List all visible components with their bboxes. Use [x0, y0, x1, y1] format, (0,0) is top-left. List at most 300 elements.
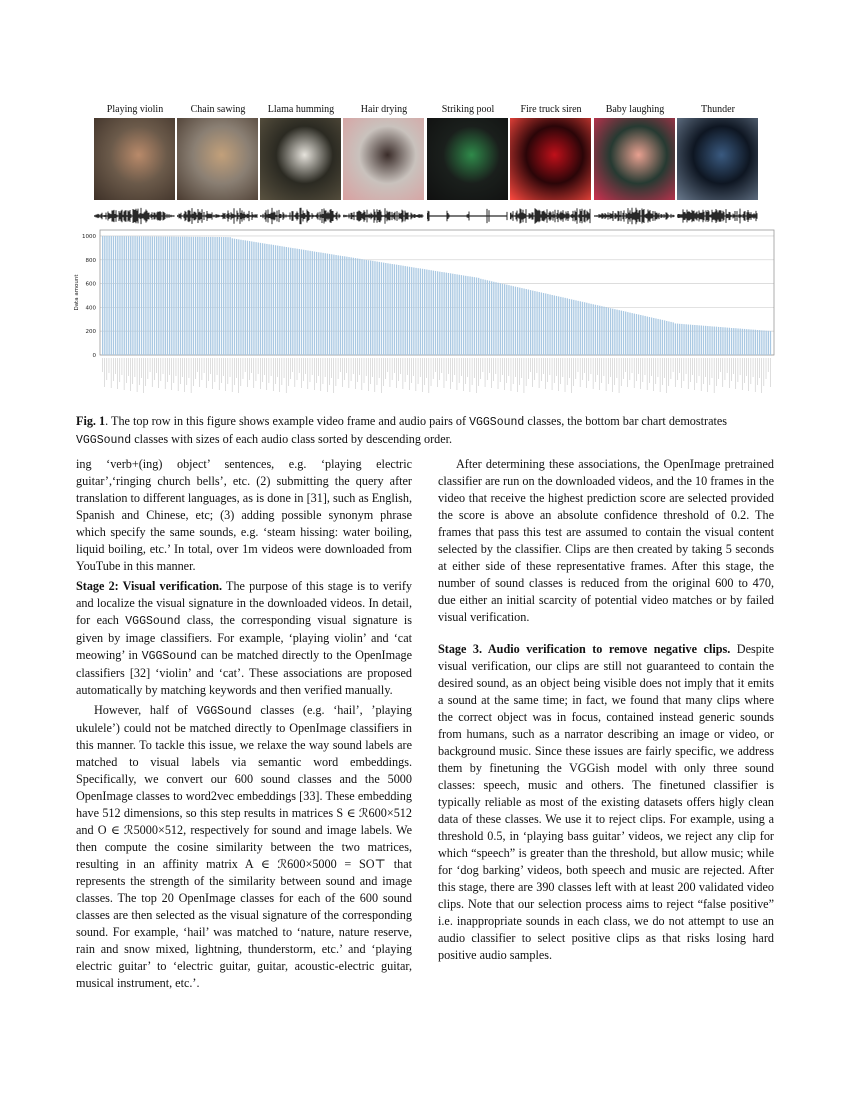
bar	[158, 236, 159, 355]
bar	[569, 299, 570, 355]
left-paragraph-1: ing ‘verb+(ing) object’ sentences, e.g. ‘playing electric guitar’,‘ringing church bells’, etc. (2) submitting the query after translation to different languages, as is done in [31], such as English, Spanish and Chinese, etc; (3) adding possible synonym phrase which specify the same sounds, e.g. ‘steam hissing: water boiling, liquid boiling, etc.’ In total, over 1m videos were downloaded from YouTube in this manner.	[76, 457, 412, 573]
video-frame-thumbnail	[177, 118, 258, 200]
bar	[284, 247, 285, 355]
bar	[472, 277, 473, 355]
bar	[286, 247, 287, 355]
audio-waveform	[594, 207, 675, 225]
bar	[603, 307, 604, 355]
bar	[610, 308, 611, 355]
bar	[273, 245, 274, 355]
bar	[552, 295, 553, 355]
left-paragraph-3	[76, 702, 412, 992]
bar	[335, 255, 336, 355]
bar	[236, 239, 237, 355]
bar	[675, 323, 676, 355]
bar	[312, 251, 313, 355]
audio-waveform	[427, 207, 508, 225]
bar	[348, 257, 349, 355]
bar	[768, 331, 769, 355]
bar	[634, 314, 635, 355]
bar	[223, 237, 224, 355]
bar	[763, 330, 764, 355]
bar	[690, 325, 691, 355]
bar	[294, 248, 295, 355]
video-frame-thumbnail	[94, 118, 175, 200]
bar	[143, 236, 144, 355]
bar	[737, 328, 738, 355]
bar	[240, 240, 241, 355]
stage-3-text: Despite visual verification, our clips are still not guaranteed to contain the desired sound, as an object being visible does not imply that it emits a sound at the same time; in fact, we found that many clips where the correct object was in focus, contained instead generic sounds from humans, such as a narrator describing an image or video, or background music. Since these issues are fairly specific, we address them by finetuning the VGGish model with only three sound classes: speech, music and others. The finetuned classifier is typically reliable as most of the existing datasets offers higly clean data of these classes. We use it to reject clips. For example, using a threshold 0.5, in ‘playing bass guitar’ videos, we reject any clip for which “speech” is greater than the threshold, but allow music; while for ‘dog barking’ videos, both speech and music are rejected. After this stage, there are 390 classes left with at least 200 validated video clips. Note that our selection process aims to reject “false positive” i.e. inappropriate sounds in each class, we do not attempt to use an audio classifier to select positive clips as that risks losing hard positive audio samples.	[438, 642, 774, 962]
y-axis-label: Data amount	[74, 274, 80, 311]
bar	[733, 328, 734, 355]
bar	[720, 327, 721, 355]
bar	[586, 303, 587, 355]
bar	[234, 239, 235, 355]
bar	[426, 270, 427, 355]
bar	[255, 242, 256, 355]
bar	[106, 236, 107, 355]
figure-label: Baby laughing	[605, 104, 665, 115]
bar	[750, 330, 751, 355]
bar	[502, 284, 503, 355]
stage-2-text-c: can be matched directly to the OpenImage classifiers [32] ‘violin’ and ‘cat’. These associations are proposed automatically by matching keywords and then verified manually.	[76, 648, 413, 697]
bar	[705, 326, 706, 355]
bar	[560, 297, 561, 355]
bar	[677, 324, 678, 355]
bar	[251, 241, 252, 355]
bar	[249, 241, 250, 355]
bar	[636, 314, 637, 355]
bar	[402, 266, 403, 355]
bar	[532, 291, 533, 355]
bar	[387, 263, 388, 355]
bar	[221, 237, 222, 355]
stage-2-paragraph	[76, 578, 412, 699]
bar	[111, 236, 112, 355]
bar	[331, 254, 332, 355]
bar	[204, 237, 205, 355]
audio-waveform	[510, 207, 591, 225]
bar	[489, 281, 490, 355]
bar	[567, 298, 568, 355]
bar	[748, 329, 749, 355]
bar	[740, 329, 741, 355]
bar	[232, 238, 233, 355]
bar	[761, 330, 762, 355]
bar	[322, 253, 323, 355]
bar	[601, 306, 602, 355]
bar	[193, 237, 194, 355]
bar	[595, 305, 596, 355]
video-frame-thumbnail	[343, 118, 424, 200]
bar	[660, 319, 661, 355]
audio-waveform	[177, 207, 258, 225]
bar	[186, 237, 187, 355]
bar	[182, 237, 183, 355]
bar	[208, 237, 209, 355]
bar	[227, 237, 228, 355]
right-paragraph-1: After determining these associations, the OpenImage pretrained classifier are run on the downloaded videos, and the 10 frames in the video that receive the highest prediction score are selected provided the score is above an absolute confidence threshold of 0.2. The frames that pass this test are assumed to contain the visual content selected by the classifier. Clips are then created by taking 5 seconds at either side of these representative frames. After this stage, the number of sound classes is reduced from the original 600 to 470, due either an initial scarcity of potential video matches or by failed visual verification.	[438, 457, 774, 624]
bar	[744, 329, 745, 355]
bar	[703, 326, 704, 355]
bar	[351, 257, 352, 355]
bar	[361, 259, 362, 355]
bar	[108, 236, 109, 355]
video-frame-thumbnail	[427, 118, 508, 200]
figure-label: Fire truck siren	[520, 104, 582, 115]
bar	[621, 311, 622, 355]
figure-label: Llama humming	[267, 104, 335, 115]
bar	[590, 304, 591, 355]
bar	[355, 258, 356, 355]
bar	[519, 288, 520, 355]
stage-2-text-b: class, the corresponding visual signature is given by image classifiers. For example, ‘playing violin’ and ‘cat meowing’ in	[76, 613, 412, 662]
bar	[411, 267, 412, 355]
figure-label: Chain sawing	[190, 104, 246, 115]
bar	[558, 296, 559, 355]
bar	[498, 283, 499, 355]
caption-text-1: . The top row in this figure shows example video frame and audio pairs of	[105, 414, 470, 428]
bar	[132, 236, 133, 355]
bar	[435, 271, 436, 355]
bar	[629, 313, 630, 355]
bar	[478, 278, 479, 355]
caption-text-3: classes with sizes of each audio class sorted by descending order.	[131, 432, 453, 446]
bar	[126, 236, 127, 355]
bar	[599, 306, 600, 355]
audio-waveform	[677, 207, 758, 225]
bar	[340, 256, 341, 355]
bar	[575, 300, 576, 355]
bar	[262, 243, 263, 355]
bar	[625, 312, 626, 355]
bar	[476, 278, 477, 356]
bar	[169, 237, 170, 355]
stage-3-paragraph	[438, 641, 774, 964]
bar	[342, 256, 343, 355]
bar	[735, 328, 736, 355]
bar	[368, 260, 369, 355]
bar	[582, 302, 583, 355]
bar	[647, 317, 648, 355]
right-column	[438, 456, 774, 964]
y-tick-label: 0	[92, 353, 96, 359]
bar	[657, 319, 658, 355]
bar	[724, 327, 725, 355]
bar	[456, 274, 457, 355]
bar	[493, 282, 494, 355]
bar	[521, 288, 522, 355]
bar	[573, 300, 574, 355]
bar	[655, 318, 656, 355]
bar	[372, 261, 373, 355]
bar	[288, 247, 289, 355]
bar	[766, 331, 767, 355]
bar	[539, 292, 540, 355]
bar	[137, 236, 138, 355]
bar	[165, 237, 166, 355]
bar	[718, 327, 719, 355]
bar	[320, 253, 321, 356]
audio-waveform	[94, 207, 175, 225]
bar	[431, 270, 432, 355]
bar	[359, 259, 360, 355]
bar	[117, 236, 118, 355]
caption-dataset-1: VGGSound	[469, 416, 525, 429]
bar	[353, 258, 354, 355]
paragraph-3-text-a: However, half of	[94, 703, 197, 717]
bar	[534, 291, 535, 355]
bar	[327, 254, 328, 355]
bar	[608, 308, 609, 355]
bar	[180, 237, 181, 355]
bar	[130, 236, 131, 355]
bar	[385, 263, 386, 355]
bar	[722, 327, 723, 355]
bar	[461, 275, 462, 355]
bar	[528, 290, 529, 355]
bar	[530, 290, 531, 355]
bar	[731, 328, 732, 355]
video-frame-thumbnail	[510, 118, 591, 200]
bar	[711, 326, 712, 355]
bar	[545, 293, 546, 355]
bar	[513, 286, 514, 355]
bar	[491, 281, 492, 355]
bar	[716, 327, 717, 355]
bar	[167, 237, 168, 355]
bar	[199, 237, 200, 355]
bar	[701, 325, 702, 355]
figure-label: Playing violin	[106, 104, 164, 115]
bar	[577, 301, 578, 355]
bar	[370, 260, 371, 355]
bar	[616, 310, 617, 355]
bar	[465, 276, 466, 355]
bar	[225, 237, 226, 355]
bar	[679, 324, 680, 355]
bar	[400, 265, 401, 355]
bar	[271, 245, 272, 355]
bar	[381, 262, 382, 355]
bar	[450, 273, 451, 355]
bar	[357, 258, 358, 355]
bar	[547, 294, 548, 355]
video-frame-thumbnail	[260, 118, 341, 200]
bar	[746, 329, 747, 355]
bar	[487, 280, 488, 355]
bar	[549, 295, 550, 355]
bar	[688, 325, 689, 355]
bar	[338, 255, 339, 355]
bar	[160, 236, 161, 355]
bar	[197, 237, 198, 355]
bar	[364, 260, 365, 355]
bar	[124, 236, 125, 355]
bar	[454, 274, 455, 355]
video-frame-thumbnail	[594, 118, 675, 200]
bar	[415, 268, 416, 355]
bar	[437, 271, 438, 355]
bar	[318, 252, 319, 355]
bar	[686, 324, 687, 355]
stage-2-text-a: The purpose of this stage is to verify and localize the visual signature in the downloaded videos. In detail, for each	[76, 579, 412, 627]
stage-2-dataset-2: VGGSound	[141, 650, 197, 663]
bar	[325, 253, 326, 355]
bar	[508, 285, 509, 355]
y-tick-label: 1000	[82, 233, 96, 240]
bar	[253, 242, 254, 355]
bar	[727, 328, 728, 355]
caption-fig-label: Fig. 1	[76, 414, 106, 428]
bar	[452, 274, 453, 355]
bar	[480, 279, 481, 355]
bar	[175, 237, 176, 355]
bar	[668, 321, 669, 355]
bar	[104, 236, 105, 355]
bar	[696, 325, 697, 355]
bar	[593, 304, 594, 355]
bar	[409, 267, 410, 355]
bar	[206, 237, 207, 355]
bar	[134, 236, 135, 355]
bar	[515, 287, 516, 355]
paragraph-3-text-b: classes (e.g. ‘hail’, ’playing ukulele’) could not be matched directly to OpenImage classifiers in this manner. To tackle this issue, we relaxe the way sound labels are matched to visual labels via semantic word embeddings. Specifically, we convert our 600 sound classes and the 5000 OpenImage classes to word2vec embeddings [33]. These embedding have 512 dimensions, so this step results in matrices S ∈ ℛ600×512 and O ∈ ℛ5000×512, respectively for sound and image labels. We then compute the cosine similarity between the two matrices, resulting in an affinity matrix A ∈ ℛ600×5000 = SO⊤ that represents the strength of the similarity between sound and image classes. The top 20 OpenImage classes for each of the 600 sound classes are then selected as the visual signature of the corresponding sound. For example, ‘hail’ was matched to ‘nature, nature reserve, rain and snow mixed, lightning, thunderstorm, etc.’ and ‘playing electric guitar’ to ‘electric guitar, guitar, acoustic-electric guitar, musical instrument, etc.’.	[76, 703, 413, 990]
y-tick-label: 200	[85, 329, 96, 336]
y-tick-label: 800	[85, 257, 96, 264]
bar	[692, 325, 693, 355]
bar	[141, 236, 142, 355]
bar	[210, 237, 211, 355]
bar	[398, 265, 399, 355]
bar	[584, 302, 585, 355]
bar	[346, 257, 347, 355]
bar	[145, 236, 146, 355]
bar	[217, 237, 218, 355]
bar	[309, 251, 310, 355]
bar	[154, 236, 155, 355]
bar	[113, 236, 114, 355]
bar	[565, 298, 566, 355]
y-tick-label: 600	[85, 281, 96, 288]
bar	[275, 245, 276, 355]
bar	[627, 312, 628, 355]
bar	[580, 301, 581, 355]
bar	[463, 275, 464, 355]
bar	[485, 280, 486, 355]
bar	[619, 310, 620, 355]
bar	[714, 327, 715, 355]
bar	[632, 313, 633, 355]
bar	[115, 236, 116, 355]
bar	[653, 318, 654, 355]
bar	[681, 324, 682, 355]
bar	[316, 252, 317, 355]
bar	[119, 236, 120, 355]
bar	[640, 315, 641, 355]
bar	[694, 325, 695, 355]
bar	[420, 268, 421, 355]
caption-dataset-2: VGGSound	[76, 434, 132, 447]
bar	[389, 264, 390, 355]
bar	[407, 266, 408, 355]
stage-2-dataset: VGGSound	[125, 615, 181, 628]
bar	[219, 237, 220, 355]
bar	[290, 248, 291, 355]
bar	[147, 236, 148, 355]
bar	[543, 293, 544, 355]
bar	[121, 236, 122, 355]
bar	[383, 263, 384, 355]
bar	[314, 252, 315, 355]
bar	[405, 266, 406, 355]
bar	[297, 249, 298, 355]
bar	[258, 243, 259, 356]
bar	[729, 328, 730, 355]
bar	[201, 237, 202, 355]
bar	[556, 296, 557, 355]
bar	[753, 330, 754, 355]
bar	[495, 282, 496, 355]
bar	[413, 268, 414, 356]
bar	[506, 285, 507, 355]
bar	[443, 272, 444, 355]
bar	[459, 275, 460, 355]
stage-2-heading: Stage 2: Visual verification.	[76, 579, 223, 593]
figure-label: Striking pool	[441, 104, 495, 115]
bar	[238, 239, 239, 355]
bar	[268, 244, 269, 355]
bar	[433, 271, 434, 355]
bar	[242, 240, 243, 355]
bar	[709, 326, 710, 355]
bar	[664, 320, 665, 355]
bar	[424, 269, 425, 355]
left-column	[76, 456, 412, 992]
bar	[173, 237, 174, 355]
bar	[299, 249, 300, 355]
bar	[638, 315, 639, 355]
caption-text-2: classes, the bottom bar chart demostrates	[524, 414, 728, 428]
bar	[191, 237, 192, 355]
bar	[699, 325, 700, 355]
bar	[670, 322, 671, 355]
bar	[277, 246, 278, 355]
bar	[642, 315, 643, 355]
bar	[188, 237, 189, 355]
bar	[523, 289, 524, 355]
bar	[184, 237, 185, 355]
bar	[301, 249, 302, 355]
bar	[606, 307, 607, 355]
bar	[666, 321, 667, 355]
bar	[307, 250, 308, 355]
bar	[571, 299, 572, 355]
bar	[376, 262, 377, 355]
bar	[469, 276, 470, 355]
paragraph-3-dataset: VGGSound	[196, 705, 252, 718]
bar	[649, 317, 650, 355]
bar	[623, 311, 624, 355]
bar	[500, 283, 501, 355]
bar	[536, 292, 537, 355]
bar	[448, 273, 449, 355]
bar	[517, 287, 518, 355]
bar	[212, 237, 213, 355]
bar	[374, 261, 375, 355]
audio-waveform	[260, 207, 341, 225]
bar	[281, 246, 282, 355]
